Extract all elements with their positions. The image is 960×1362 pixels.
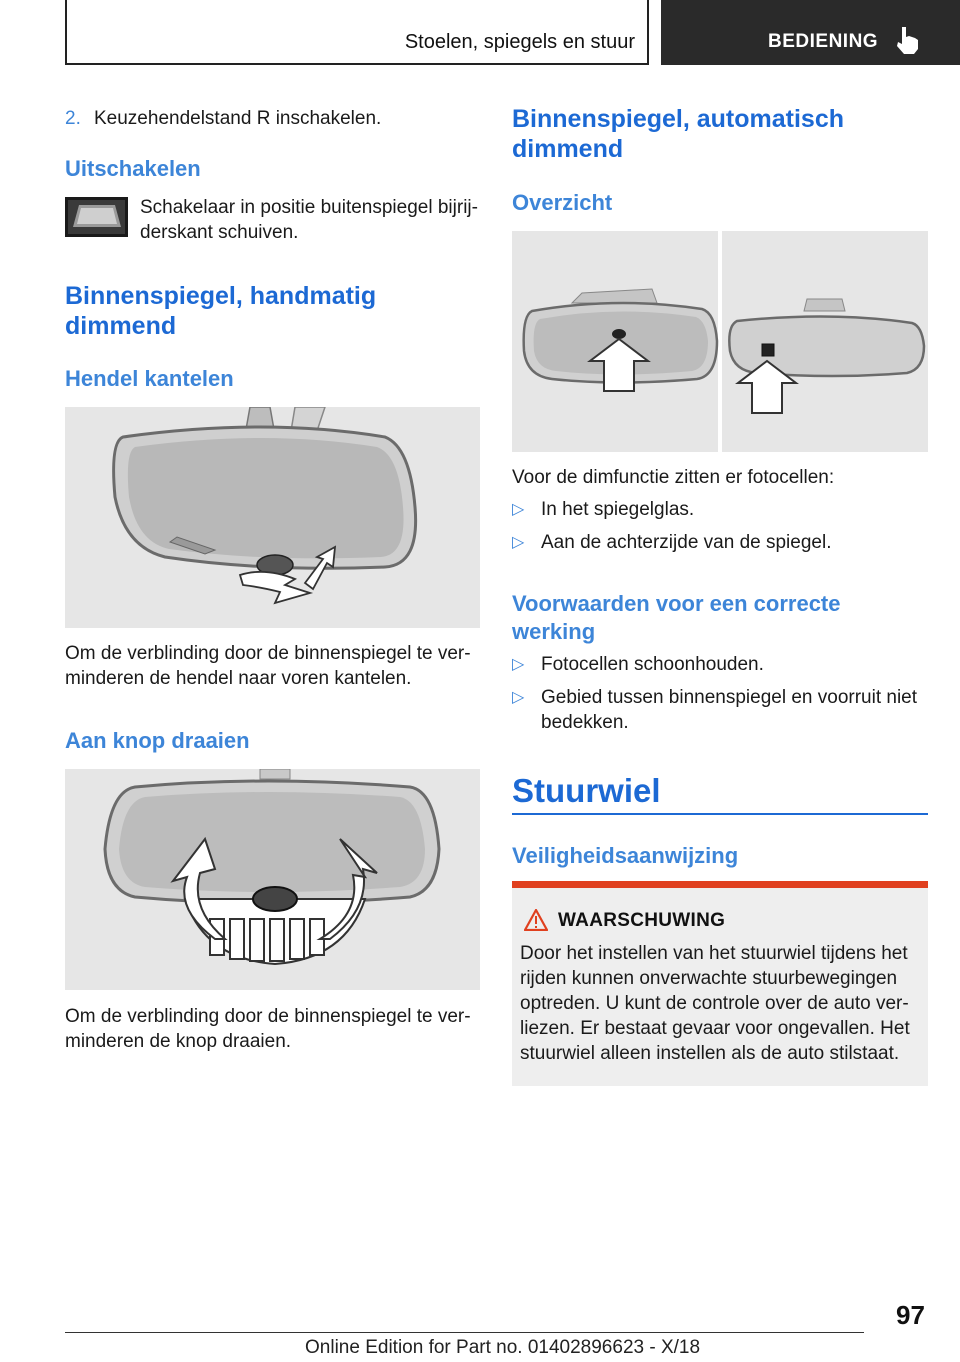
uitschakelen-text: Schakelaar in positie buitenspiegel bijrij-derskant schuiven.	[140, 197, 478, 243]
header-chapter-label: BEDIENING	[768, 31, 879, 52]
hand-pointer-icon	[893, 25, 921, 55]
knop-text: Om de verblinding door de binnenspiegel te ver-minderen de knop draaien.	[65, 1006, 471, 1052]
list-item: ▷ Gebied tussen binnenspiegel en voorruit niet bedekken.	[512, 687, 918, 733]
list-item: ▷ Fotocellen schoonhouden.	[512, 654, 764, 675]
warning-text: Door het instellen van het stuurwiel tijdens het rijden kunnen onverwachte stuurbewegingen optreden. U kunt de controle over de auto ver-liezen. Er bestaat gevaar voor ongevallen. Het stuurwiel alleen instellen als de auto stilstaat.	[520, 943, 910, 1064]
step-2	[65, 106, 485, 131]
footer-rule	[65, 1332, 864, 1333]
photocell-overview-illustration	[512, 231, 928, 452]
heading-handmatig-dimmend: Binnenspiegel, handmatig dimmend	[65, 282, 377, 340]
hendel-text: Om de verblinding door de binnenspiegel te ver-minderen de hendel naar voren kantelen.	[65, 643, 471, 689]
heading-stuurwiel: Stuurwiel	[512, 772, 661, 809]
footer-edition: Online Edition for Part no. 01402896623 - X/18	[305, 1337, 701, 1358]
header-section-title: Stoelen, spiegels en stuur	[404, 31, 635, 53]
triangle-bullet-icon: ▷	[512, 656, 525, 673]
triangle-bullet-icon: ▷	[512, 501, 525, 518]
header-rule-left	[65, 0, 67, 65]
step-text: Keuzehendelstand R inschakelen.	[94, 108, 382, 129]
fotocellen-list	[512, 497, 928, 555]
heading-automatisch-dimmend: Binnenspiegel, automatisch dimmend	[512, 105, 845, 163]
step-number: 2.	[65, 108, 81, 129]
warning-bar	[512, 881, 928, 888]
triangle-bullet-icon: ▷	[512, 534, 525, 551]
heading-overzicht: Overzicht	[512, 190, 613, 215]
fotocellen-intro: Voor de dimfunctie zitten er fotocellen:	[512, 467, 835, 488]
warning-triangle-icon	[524, 909, 548, 931]
list-item: ▷ In het spiegelglas.	[512, 499, 695, 520]
warning-title: WAARSCHUWING	[558, 910, 726, 931]
mirror-lever-illustration	[65, 407, 480, 628]
triangle-bullet-icon: ▷	[512, 689, 525, 706]
voorwaarden-list	[512, 652, 928, 735]
heading-voorwaarden: Voorwaarden voor een correcte werking	[512, 591, 841, 644]
heading-aan-knop-draaien: Aan knop draaien	[65, 728, 250, 753]
page-number: 97	[896, 1300, 925, 1330]
section-rule	[512, 813, 928, 815]
heading-uitschakelen: Uitschakelen	[65, 156, 201, 181]
header-rule-bottom	[65, 63, 649, 65]
heading-hendel-kantelen: Hendel kantelen	[65, 366, 234, 391]
warning-box	[512, 881, 928, 1086]
mirror-knob-illustration	[65, 769, 480, 990]
header-rule-right	[647, 0, 649, 65]
mirror-switch-icon	[65, 197, 128, 237]
list-item: ▷ Aan de achterzijde van de spiegel.	[512, 532, 832, 553]
heading-veiligheidsaanwijzing: Veiligheidsaanwijzing	[512, 843, 739, 868]
